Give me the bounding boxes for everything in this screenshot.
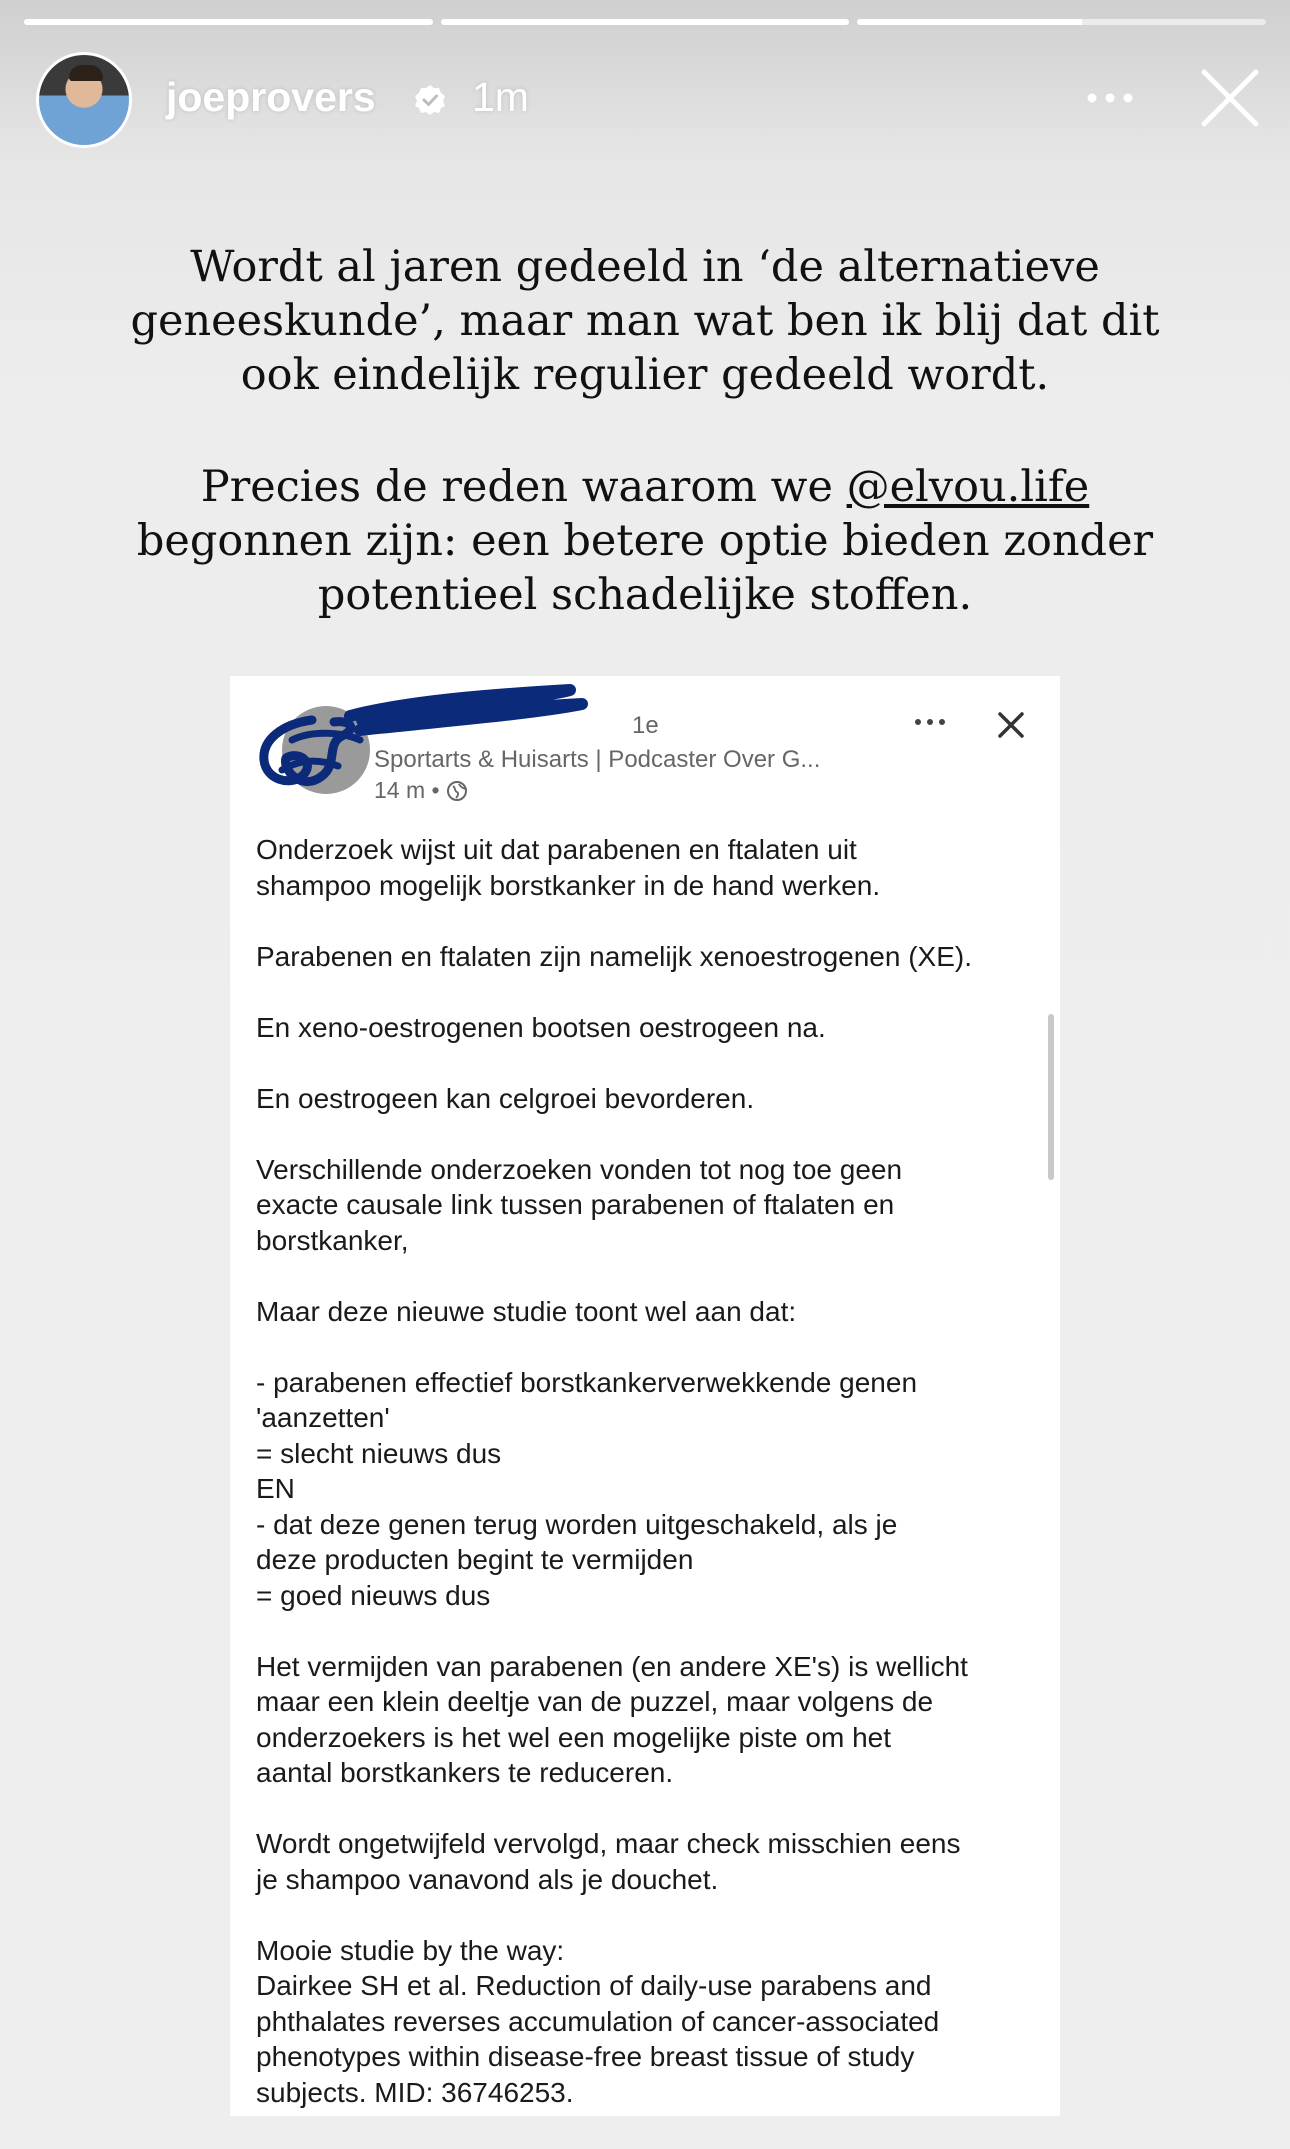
- close-icon[interactable]: [996, 710, 1026, 740]
- post-timestamp: 14 m •: [374, 777, 440, 803]
- profile-avatar[interactable]: [36, 52, 132, 148]
- caption-text: Precies de reden waarom we: [200, 462, 847, 512]
- story-progress-bar: [24, 19, 1266, 25]
- post-paragraph: Mooie studie by the way: Dairkee SH et al. Reduction of daily-use parabens and phthalates reverses accumulation of cancer-associated phenotypes within disease-free breast tissue of study subjects. MID: 36746253.: [256, 1934, 940, 2108]
- mention-link[interactable]: @elvou.life: [846, 462, 1090, 512]
- post-paragraph: Onderzoek wijst uit dat parabenen en ftalaten uit shampoo mogelijk borstkanker in de hand werken.: [256, 834, 881, 901]
- story-caption-paragraph-2: [110, 460, 1180, 622]
- progress-fill: [24, 19, 433, 25]
- caption-text: begonnen zijn: een betere optie bieden zonder potentieel schadelijke stoffen.: [136, 516, 1154, 620]
- post-paragraph: Het vermijden van parabenen (en andere XE's) is wellicht maar een klein deeltje van de puzzel, maar volgens de onderzoekers is het wel een mogelijke piste om het aantal borstkankers te reduceren.: [256, 1650, 968, 1788]
- post-paragraph: En xeno-oestrogenen bootsen oestrogeen na.: [256, 1011, 826, 1043]
- progress-segment: [24, 19, 433, 25]
- post-body: [256, 832, 1046, 2146]
- story-caption-paragraph-1: Wordt al jaren gedeeld in ‘de alternatieve geneeskunde’, maar man wat ben ik blij dat dit ook eindelijk regulier gedeeld wordt.: [130, 242, 1160, 400]
- more-dots-icon[interactable]: [1080, 78, 1140, 118]
- globe-icon: [446, 780, 468, 802]
- connection-degree: 1e: [632, 712, 659, 739]
- scrollbar[interactable]: [1048, 1014, 1054, 1180]
- post-paragraph: Parabenen en ftalaten zijn namelijk xenoestrogenen (XE).: [256, 940, 972, 972]
- post-paragraph: - parabenen effectief borstkankerverwekkende genen 'aanzetten' = slecht nieuws dus EN - dat deze genen terug worden uitgeschakeld, als je deze producten begint te vermijden = goed nieuws dus: [256, 1366, 918, 1611]
- progress-segment: [441, 19, 850, 25]
- post-paragraph: Verschillende onderzoeken vonden tot nog toe geen exacte causale link tussen parabenen of ftalaten en borstkanker,: [256, 1153, 903, 1256]
- post-paragraph: En oestrogeen kan celgroei bevorderen.: [256, 1082, 755, 1114]
- verified-badge-icon: [414, 84, 446, 116]
- progress-fill: [441, 19, 850, 25]
- close-icon[interactable]: [1198, 66, 1262, 130]
- post-paragraph: Maar deze nieuwe studie toont wel aan dat:: [256, 1295, 797, 1327]
- username[interactable]: joeprovers: [166, 74, 376, 120]
- progress-fill: [857, 19, 1082, 25]
- post-meta: [374, 777, 468, 804]
- post-paragraph: Wordt ongetwijfeld vervolgd, maar check misschien eens je shampoo vanavond als je douchet.: [256, 1828, 961, 1895]
- progress-segment: [857, 19, 1266, 25]
- author-headline: Sportarts & Huisarts | Podcaster Over G...: [374, 746, 821, 773]
- shared-post-card: [230, 676, 1060, 2116]
- more-dots-icon[interactable]: [910, 712, 950, 732]
- story-time: 1m: [472, 74, 529, 120]
